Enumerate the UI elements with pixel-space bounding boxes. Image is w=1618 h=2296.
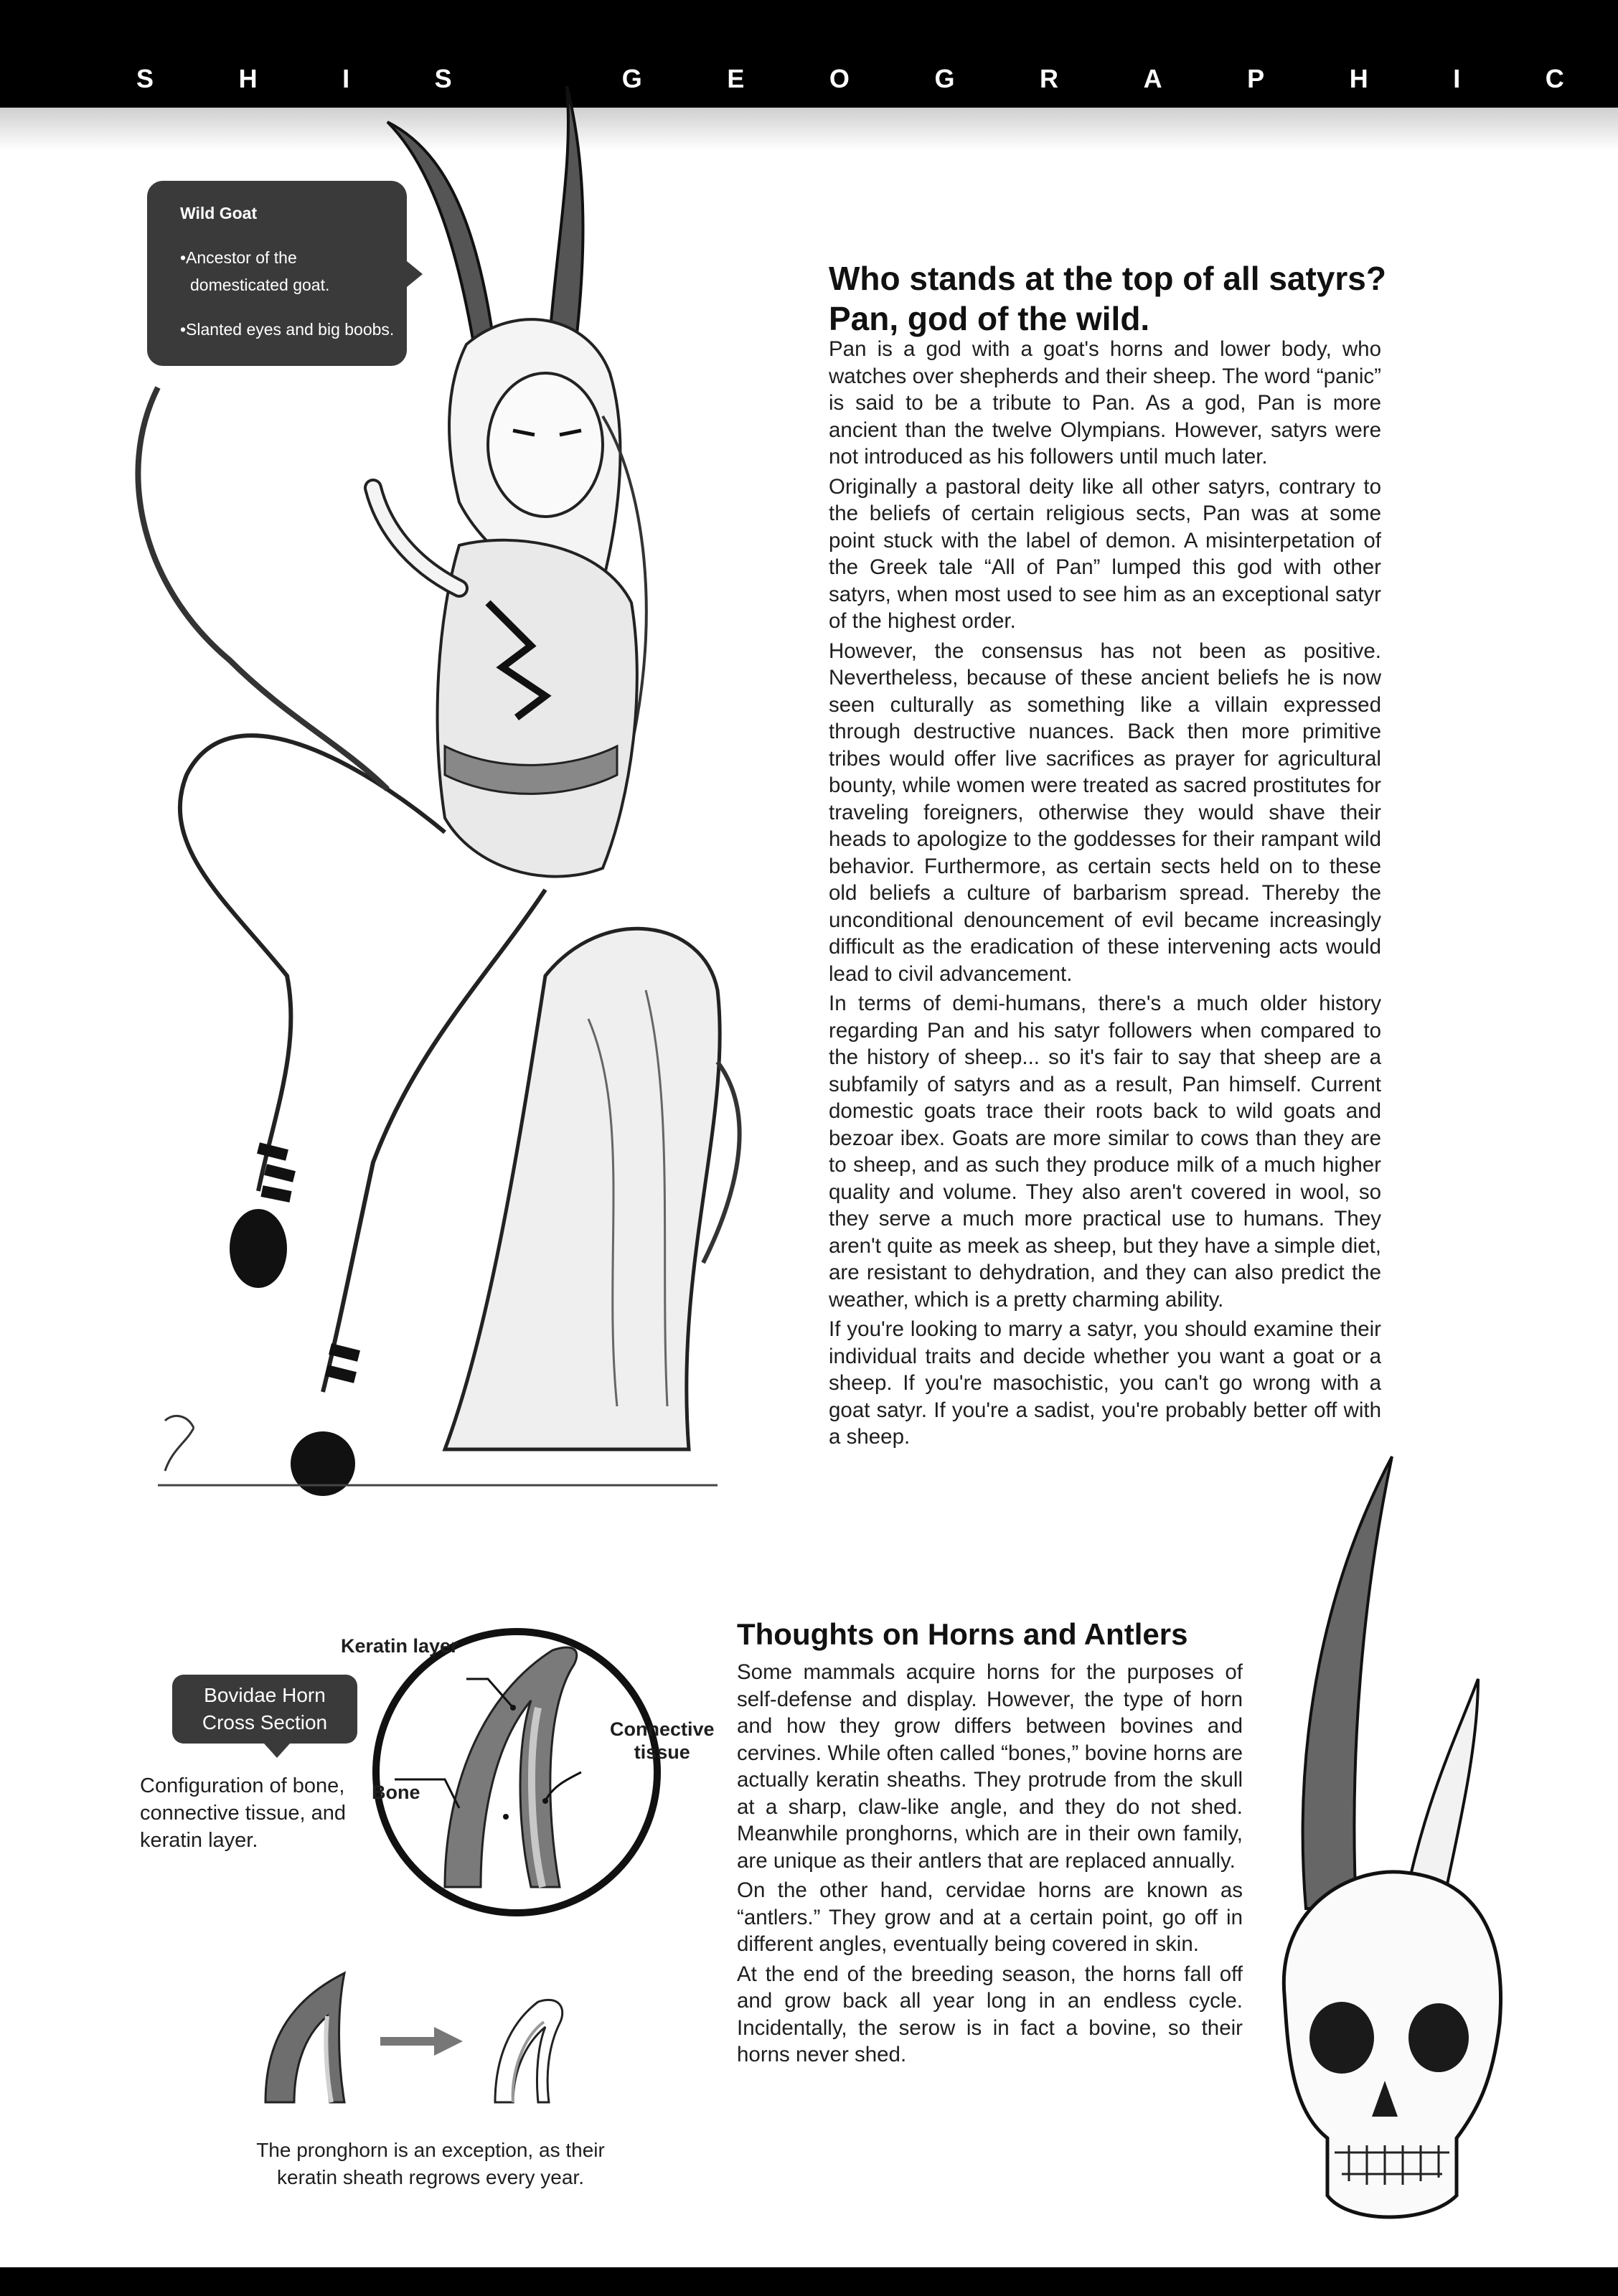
header-letter: G: [934, 64, 955, 93]
caption-line: The pronghorn is an exception, as their: [256, 2139, 605, 2161]
callout-line: domesticated goat.: [190, 276, 330, 294]
header-letter: A: [1143, 64, 1162, 93]
pill-line: Bovidae Horn: [204, 1684, 326, 1706]
header-letter: I: [1453, 64, 1461, 93]
header-letter: S: [136, 64, 154, 93]
paragraph: At the end of the breeding season, the horns fall off and grow back all year long in an endless cycle. Incidentally, the serow is in fact a bovine, so their horns never shed.: [737, 1962, 1243, 2066]
pronghorn-caption: [215, 2137, 646, 2191]
horn-cross-section-diagram: [366, 1622, 667, 1923]
header-letter: C: [1545, 64, 1564, 93]
bovidae-horn-label: [172, 1675, 357, 1744]
wild-goat-callout: [147, 181, 407, 366]
connective-tissue-label: [610, 1718, 715, 1764]
section2-heading: Thoughts on Horns and Antlers: [737, 1617, 1188, 1651]
caption-line: keratin sheath regrows every year.: [277, 2166, 584, 2188]
paragraph: However, the consensus has not been as positive. Nevertheless, because of these ancient beliefs he is now seen culturally as something like a villain expressed through destructive nuances. Back then more primitive tribes would offer live sacrifices as prayer for agricultural bounty, while women were treated as sacred prostitutes for traveling foreigners, otherwise they would shave their heads to apologize to the goddesses for their rampant wild behavior. Furthermore, as certain sects held on to these old beliefs a culture of barbarism spread. Thereby the unconditional denouncement of evil became increasingly difficult as the eradication of these intervening acts would lead to civil advancement.: [829, 639, 1381, 986]
header-letter: P: [1247, 64, 1265, 93]
header-letter: H: [1349, 64, 1368, 93]
pill-line: Cross Section: [202, 1711, 328, 1733]
heading-line: Pan, god of the wild.: [829, 300, 1150, 337]
caption-line: connective tissue, and: [140, 1802, 346, 1825]
callout-item: [180, 244, 407, 298]
header-letter: E: [727, 64, 745, 93]
label-line: Connective: [610, 1718, 715, 1740]
heading-line: Who stands at the top of all satyrs?: [829, 260, 1386, 297]
paragraph: If you're looking to marry a satyr, you should examine their individual traits and decide whether you want a goat or a sheep. If you're masochistic, you can't go wrong with a goat satyr. If you're a sadist, you're probably better off with a sheep.: [829, 1317, 1381, 1449]
header-letter: H: [238, 64, 258, 93]
paragraph: Pan is a god with a goat's horns and lower body, who watches over shepherds and their sheep. The word “panic” is said to be a tribute to Pan. As a god, Pan is more ancient than the twelve Olympians. However, satyrs were not introduced as his followers until much later.: [829, 337, 1381, 469]
paragraph: Some mammals acquire horns for the purposes of self-defense and display. However, the type of horn and how they grow differs between bovines and cervines. While often called “bones,” bovine horns are actually keratin sheaths. They protrude from the skull at a sharp, claw-like angle, and they do not shed. Meanwhile pronghorns, which are in their own family, are unique as their antlers that are replaced annually.: [737, 1660, 1243, 1873]
callout-item: [180, 316, 407, 343]
bone-label: Bone: [372, 1782, 420, 1803]
pronghorn-diagram: [258, 1966, 603, 2109]
keratin-layer-label: Keratin layer: [341, 1635, 458, 1657]
paragraph: In terms of demi-humans, there's a much older history regarding Pan and his satyr followers when compared to the history of sheep... so it's fair to say that sheep are a subfamily of satyrs and as a result, Pan himself. Current domestic goats trace their roots back to wild goats and bezoar ibex. Goats are more similar to cows than they are to sheep, and as such they produce milk of a much higher quality and volume. They also aren't covered in wool, so they serve a much more practical use to humans. They aren't quite as meek as sheep, but they have a simple diet, are resistant to dehydration, and they can also predict the weather, which is a pretty charming ability.: [829, 992, 1381, 1312]
horned-skull-illustration: [1263, 1449, 1535, 2239]
caption-line: keratin layer.: [140, 1829, 258, 1852]
configuration-caption: [140, 1772, 370, 1854]
header-letter: I: [342, 64, 350, 93]
header-letter: S: [434, 64, 452, 93]
header-letter: G: [621, 64, 642, 93]
header-letter: O: [829, 64, 850, 93]
section2-body: [737, 1659, 1243, 2071]
footer-bar: [0, 2267, 1618, 2296]
callout-line: •Slanted eyes and big boobs.: [180, 320, 395, 339]
callout-title: Wild Goat: [180, 204, 258, 222]
caption-line: Configuration of bone,: [140, 1774, 345, 1797]
paragraph: On the other hand, cervidae horns are known as “antlers.” They grow and at a certain point, go off in different angles, eventually being covered in skin.: [737, 1878, 1243, 1956]
label-line: tissue: [634, 1741, 690, 1763]
section1-heading: [829, 258, 1417, 339]
header-letter: R: [1040, 64, 1059, 93]
section1-body: [829, 336, 1381, 1454]
paragraph: Originally a pastoral deity like all other satyrs, contrary to the beliefs of certain religious sects, Pan was at some point stuck with the label of demon. A misinterpetation of the Greek tale “All of Pan” lumped this god with other satyrs, when most used to see him as an exceptional satyr of the highest order.: [829, 474, 1381, 633]
callout-line: •Ancestor of the: [180, 248, 297, 267]
